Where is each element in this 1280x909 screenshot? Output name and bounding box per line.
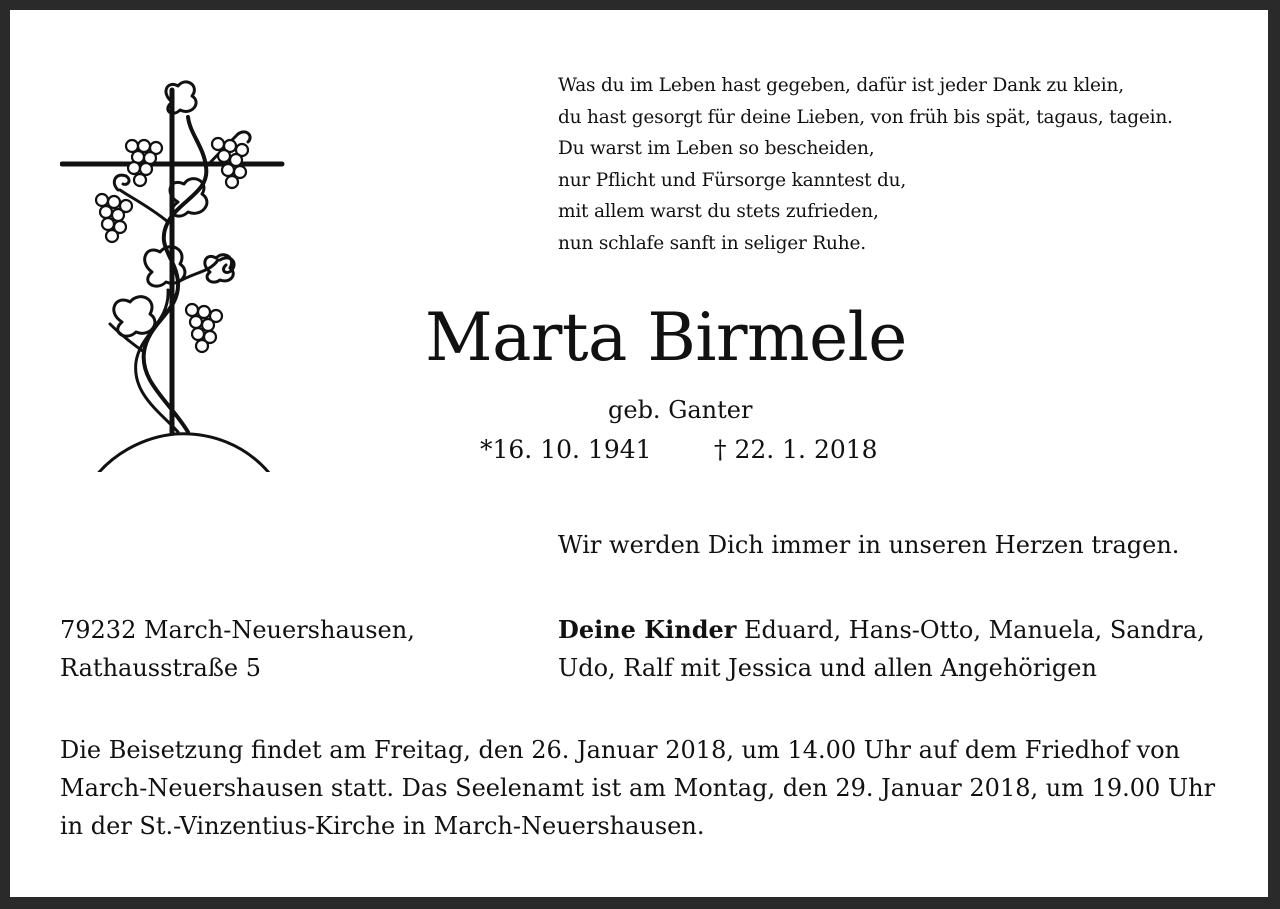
- mourners-line: Udo, Ralf mit Jessica und allen Angehörigen: [558, 654, 1097, 682]
- funeral-line: in der St.-Vinzentius-Kirche in March-Neuershausen.: [60, 812, 705, 840]
- remembrance-line: Wir werden Dich immer in unseren Herzen tragen.: [558, 531, 1180, 559]
- address-line: 79232 March-Neuershausen,: [60, 616, 415, 644]
- poem-line: nun schlafe sanft in seliger Ruhe.: [558, 232, 866, 254]
- mourners-line: [558, 611, 1205, 649]
- obituary-notice: [10, 10, 1268, 897]
- memorial-poem: [558, 70, 1173, 259]
- address-block: [60, 611, 415, 687]
- funeral-line: March-Neuershausen statt. Das Seelenamt ist am Montag, den 29. Januar 2018, um 19.00 Uhr: [60, 774, 1216, 802]
- death-date: † 22. 1. 2018: [714, 435, 878, 464]
- poem-line: Was du im Leben hast gegeben, dafür ist jeder Dank zu klein,: [558, 75, 1124, 96]
- cross-with-grapevine-icon: [60, 72, 285, 472]
- mourners-block: [558, 611, 1205, 687]
- birth-date: *16. 10. 1941: [480, 435, 652, 464]
- poem-line: Du warst im Leben so bescheiden,: [558, 138, 875, 159]
- poem-line: mit allem warst du stets zufrieden,: [558, 201, 879, 222]
- funeral-line: Die Beisetzung findet am Freitag, den 26. Januar 2018, um 14.00 Uhr auf dem Friedhof von: [60, 736, 1181, 764]
- birth-name: geb. Ganter: [608, 396, 753, 424]
- funeral-details: [60, 731, 1215, 845]
- deceased-name: Marta Birmele: [425, 299, 907, 376]
- mourners-names: Eduard, Hans-Otto, Manuela, Sandra,: [736, 616, 1205, 644]
- mourners-lead: Deine Kinder: [558, 615, 737, 644]
- address-line: Rathausstraße 5: [60, 654, 261, 682]
- poem-line: nur Pflicht und Fürsorge kanntest du,: [558, 169, 907, 191]
- poem-line: du hast gesorgt für deine Lieben, von früh bis spät, tagaus, tagein.: [558, 106, 1173, 128]
